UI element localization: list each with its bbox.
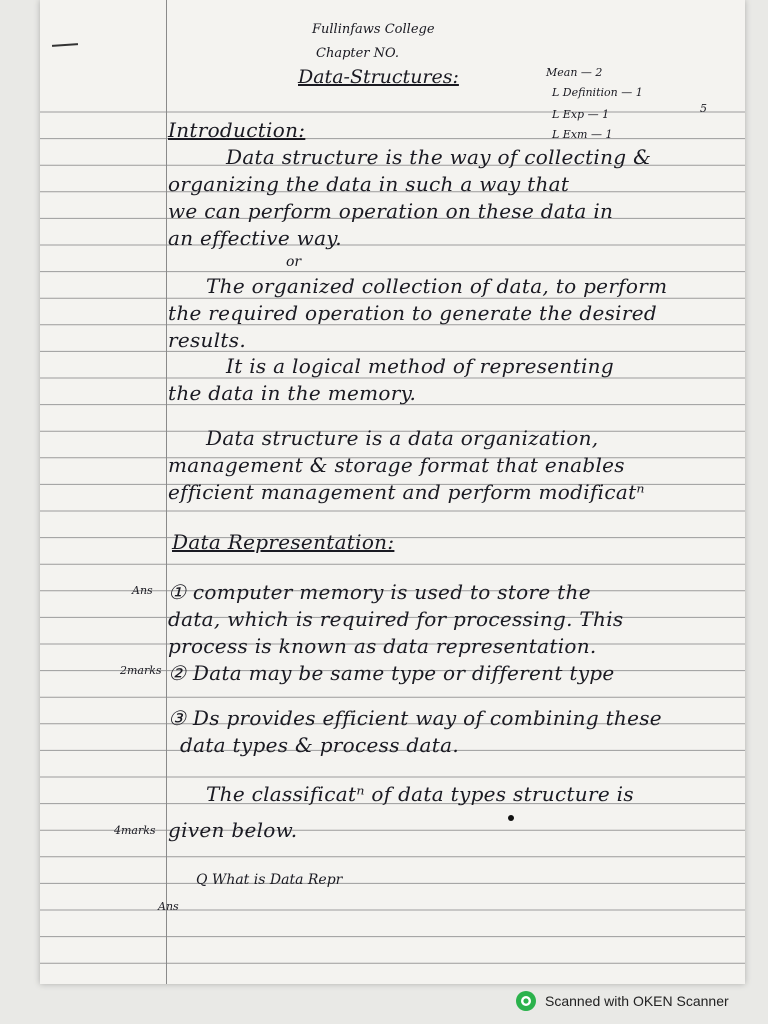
classification-line: given below. [168,818,298,842]
page-title: Data-Structures: [298,66,459,88]
definition-line: the required operation to generate the desired [168,301,657,325]
logical-line: It is a logical method of representing [226,354,614,378]
representation-line: ① computer memory is used to store the [168,580,591,604]
management-line: efficient management and perform modificatⁿ [168,480,645,504]
or-separator: or [286,254,302,270]
marks-note-line: L Exm — 1 [552,128,613,141]
marks-note-line: Mean — 2 [546,66,603,79]
marks-total: 5 [700,102,707,115]
classification-line: The classificatⁿ of data types structure is [206,782,634,806]
definition-line: The organized collection of data, to perform [206,274,668,298]
ink-dot [508,815,514,821]
representation-heading: Data Representation: [172,530,395,554]
college-name: Fullinfaws College [312,22,435,37]
representation-line: process is known as data representation. [168,634,597,658]
scanner-label: Scanned with OKEN Scanner [545,993,729,1009]
question-line: Q What is Data Repr [196,872,343,888]
margin-note-ans: Ans [132,584,153,597]
representation-line: data, which is required for processing. This [168,607,624,631]
scanner-watermark [515,990,729,1012]
logical-line: the data in the memory. [168,381,417,405]
marks-note-line: L Definition — 1 [552,86,643,99]
marks-note-line: L Exp — 1 [552,108,610,121]
management-line: Data structure is a data organization, [206,426,599,450]
intro-heading: Introduction: [168,118,306,142]
intro-line: an effective way. [168,226,342,250]
margin-note-2marks: 2marks [120,664,162,677]
representation-line: ③ Ds provides efficient way of combining these [168,706,662,730]
intro-line: Data structure is the way of collecting & [226,145,652,169]
representation-line: ② Data may be same type or different type [168,661,615,685]
chapter-number: Chapter NO. [316,46,400,61]
intro-line: organizing the data in such a way that [168,172,570,196]
intro-line: we can perform operation on these data in [168,199,614,223]
margin-note-ans: Ans [158,900,179,913]
margin-line [166,0,167,984]
notebook-page [40,0,745,984]
oken-scanner-logo-icon [515,990,537,1012]
management-line: management & storage format that enables [168,453,625,477]
margin-note-4marks: 4marks [114,824,156,837]
definition-line: results. [168,328,246,352]
representation-line: data types & process data. [180,733,459,757]
